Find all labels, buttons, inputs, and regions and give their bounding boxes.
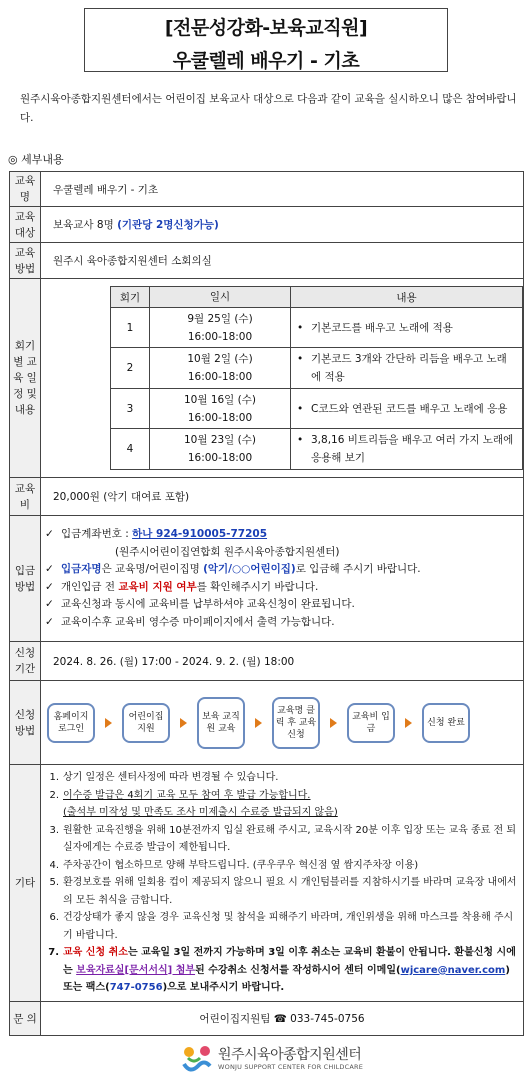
- row-etc: [10, 765, 524, 1002]
- row-fee: [10, 478, 524, 516]
- payer-name-tail: 로 입금해 주시기 바랍니다.: [295, 563, 421, 575]
- title-line-2: 우쿨렐레 배우기 - 기초: [172, 50, 360, 72]
- arrow-right-icon: [180, 718, 187, 728]
- check-icon: ✓: [45, 615, 54, 628]
- target-note: (기관당 2명신청가능): [117, 219, 219, 231]
- title-box: [84, 8, 448, 72]
- value-schedule: [41, 279, 524, 478]
- value-etc: 1. 상기 일정은 센터사정에 따라 변경될 수 있습니다. 2. 이수증 발급은 4회기 교육 모두 참여 후 발급 가능합니다. (출석부 미작성 및 만족도 조사 미제출시 수료증 발급되지 않음) 3. 원활한 교육진행을 위해 10분전까지 입실 완료해 주시고, 교육시작 20분 이후 입장 또는 교육 종료 전 퇴실자에게는 수료증 발급이 제한됩니다. 4. 주차공간이 협소하므로 양해 부탁드립니다. (쿠우쿠우 혁신점 옆 쌈지주차장 이용) 5. 환경보호를 위해 일회용 컵이 제공되지 않으니 필요 시 개인텀블러를 지참하시기를 바라며 교육장 내에서의 모든 취식을 금합니다. 6. 건강상태가 좋지 않을 경우 교육신청 및 참석을 피해주기 바라며, 개인위생을 위해 마스크를 착용해 주시기 바랍니다. 7. 교육 신청 취소는 교육일 3일 전까지 가능하며 3일 이후 취소는 교육비 환불이 안됩니다. 환불신청 시에는 보육자료실[문서서식] 첨부된 수강취소 신청서를 작성하시어 센터 이메일(wjcare@naver.com) 또는 팩스(747-0756)으로 보내주시기 바랍니다.: [41, 765, 524, 1002]
- arrow-right-icon: [105, 718, 112, 728]
- row-contact: [10, 1002, 524, 1036]
- etc-item-5: 환경보호를 위해 일회용 컵이 제공되지 않으니 필요 시 개인텀블러를 지참하시기를 바라며 교육장 내에서의 모든 취식을 금합니다.: [63, 877, 517, 906]
- etc-item-1: 상기 일정은 센터사정에 따라 변경될 수 있습니다.: [63, 772, 279, 784]
- email-link[interactable]: wjcare@naver.com: [400, 964, 506, 976]
- session-time: 16:00-18:00: [187, 371, 253, 383]
- account-holder: (원주시어린이집연합회 원주시육아종합지원센터): [115, 545, 340, 558]
- support-check-head: 개인입금 전: [61, 580, 119, 593]
- value-course-name: 우쿨렐레 배우기 - 기초: [41, 172, 524, 207]
- label-target: 교육대상: [10, 207, 41, 243]
- session-date: 10월 16일 (수): [183, 393, 257, 406]
- account-prefix: 입금계좌번호 :: [61, 528, 133, 540]
- value-contact: 어린이집지원팀 ☎ 033-745-0756: [41, 1002, 524, 1036]
- payer-name-format: (악기/○○어린이집): [203, 563, 296, 575]
- etc-item-2: 이수증 발급은 4회기 교육 모두 참여 후 발급 가능합니다.: [63, 789, 311, 801]
- etc-item-2-note: (출석부 미작성 및 만족도 조사 미제출시 수료증 발급되지 않음): [63, 807, 338, 819]
- footer-logo: [180, 1042, 363, 1076]
- bullet-icon: •: [297, 402, 304, 415]
- check-icon: ✓: [45, 528, 54, 540]
- session-content-text: C코드와 연관된 코드를 배우고 노래에 응용: [311, 402, 508, 415]
- schedule-row: [111, 389, 523, 429]
- arrow-right-icon: [255, 718, 262, 728]
- session-time: 16:00-18:00: [187, 330, 253, 343]
- session-date: 10월 23일 (수): [183, 434, 257, 446]
- header-content: 내용: [291, 287, 523, 308]
- footer-center-sub: WONJU SUPPORT CENTER FOR CHILDCARE: [218, 1063, 364, 1071]
- title-line-1: [전문성강화-보육교직원]: [164, 17, 368, 39]
- label-fee: 교육비: [10, 478, 41, 516]
- session-content: [291, 348, 523, 389]
- session-no: 2: [111, 348, 150, 389]
- session-content-text: 기본코드를 배우고 노래에 적용: [311, 321, 453, 334]
- support-check-tail: 를 확인해주시기 바랍니다.: [196, 580, 319, 593]
- label-payment: 입금방법: [10, 516, 41, 642]
- etc-item-6: 건강상태가 좋지 않을 경우 교육신청 및 참석을 피해주기 바라며, 개인위생을 위해 마스크를 착용해 주시기 바랍니다.: [63, 912, 514, 941]
- session-content: [291, 308, 523, 348]
- footer-center-name: 원주시육아종합지원센터: [218, 1047, 362, 1063]
- value-method: 원주시 육아종합지원센터 소회의실: [41, 243, 524, 279]
- bullet-icon: •: [297, 353, 304, 365]
- payment-note-receipt: 교육이수후 교육비 영수증 마이페이지에서 출력 가능합니다.: [61, 615, 335, 628]
- bullet-icon: •: [297, 434, 304, 446]
- label-contact: 문 의: [10, 1002, 41, 1036]
- check-icon: ✓: [45, 563, 54, 575]
- header-session: 회기: [111, 287, 150, 308]
- session-date: 9월 25일 (수): [187, 312, 253, 325]
- header-date: 일시: [150, 287, 291, 308]
- payment-note-complete: 교육신청과 동시에 교육비를 납부하셔야 교육신청이 완료됩니다.: [61, 598, 355, 610]
- payer-name-text: 은 교육명/어린이집명: [101, 563, 204, 575]
- value-payment: [41, 516, 524, 642]
- row-target: [10, 207, 524, 243]
- schedule-header: [111, 287, 523, 308]
- section-heading: ◎ 세부내용: [8, 153, 64, 166]
- step-complete: 신청 완료: [422, 703, 470, 743]
- cancel-text-4: )으로 보내주시기 바랍니다.: [162, 982, 285, 994]
- value-target: [41, 207, 524, 243]
- support-check-highlight: 교육비 지원 여부: [118, 580, 197, 593]
- row-period: [10, 642, 524, 681]
- step-pay: 교육비 입금: [347, 703, 395, 743]
- label-course-name: 교육명: [10, 172, 41, 207]
- session-time: 16:00-18:00: [187, 411, 253, 424]
- apply-flow: [47, 697, 517, 749]
- schedule-row: [111, 429, 523, 470]
- value-fee: 20,000원 (악기 대여료 포함): [41, 478, 524, 516]
- row-schedule: [10, 279, 524, 478]
- fax-number: 747-0756: [109, 982, 163, 994]
- session-datetime: [150, 389, 291, 429]
- attachment-link[interactable]: 보육자료실[문서서식] 첨부: [76, 964, 196, 976]
- arrow-right-icon: [330, 718, 337, 728]
- step-apply-course: 교육명 클릭 후 교육신청: [272, 697, 320, 749]
- center-logo-icon: [180, 1042, 214, 1076]
- value-period: 2024. 8. 26. (월) 17:00 - 2024. 9. 2. (월) 18:00: [41, 642, 524, 681]
- arrow-right-icon: [405, 718, 412, 728]
- step-daycare-support: 어린이집 지원: [122, 703, 170, 743]
- session-no: 3: [111, 389, 150, 429]
- session-content: [291, 429, 523, 470]
- cancel-text-2: 된 수강취소 신청서를 작성하시어 센터 이메일(: [195, 964, 401, 976]
- schedule-row: [111, 308, 523, 348]
- bullet-icon: •: [297, 321, 304, 334]
- label-apply: 신청방법: [10, 681, 41, 765]
- etc-item-7: [63, 944, 517, 997]
- session-date: 10월 2일 (수): [187, 353, 253, 365]
- check-icon: ✓: [45, 598, 54, 610]
- session-datetime: [150, 429, 291, 470]
- row-apply: [10, 681, 524, 765]
- intro-text: 원주시육아종합지원센터에서는 어린이집 보육교사 대상으로 다음과 같이 교육을 실시하오니 많은 참여바랍니다.: [20, 93, 517, 124]
- row-course-name: [10, 172, 524, 207]
- details-table: [9, 171, 524, 1036]
- session-datetime: [150, 308, 291, 348]
- session-no: 1: [111, 308, 150, 348]
- label-etc: 기타: [10, 765, 41, 1002]
- label-period: 신청기간: [10, 642, 41, 681]
- session-content-text: 3,8,16 비트리듬을 배우고 여러 가지 노래에 응용해 보기: [311, 434, 514, 464]
- session-datetime: [150, 348, 291, 389]
- row-payment: [10, 516, 524, 642]
- target-count: 보육교사 8명: [53, 219, 114, 231]
- schedule-table: [110, 286, 523, 470]
- cancel-label: 교육 신청 취소: [63, 947, 128, 959]
- schedule-row: [111, 348, 523, 389]
- session-no: 4: [111, 429, 150, 470]
- label-schedule: 회기별 교육 일정 및 내용: [10, 279, 41, 478]
- account-number[interactable]: 하나 924-910005-77205: [132, 528, 268, 540]
- cancel-text: 는 교육일 3일 전까지 가능하며 3일 이후 취소는 교육비 환불이 안됩니다. 환불신청 시에는: [63, 947, 516, 976]
- step-staff-education: 보육 교직원 교육: [197, 697, 245, 749]
- etc-item-4: 주차공간이 협소하므로 양해 부탁드립니다. (쿠우쿠우 혁신점 옆 쌈지주차장 이용): [63, 859, 419, 871]
- session-content-text: 기본코드 3개와 간단하 리듬을 배우고 노래에 적용: [311, 353, 507, 383]
- etc-item-3: 원활한 교육진행을 위해 10분전까지 입실 완료해 주시고, 교육시작 20분 이후 입장 또는 교육 종료 전 퇴실자에게는 수료증 발급이 제한됩니다.: [63, 824, 517, 854]
- session-time: 16:00-18:00: [187, 452, 253, 464]
- step-login: 홈페이지 로그인: [47, 703, 95, 743]
- session-content: [291, 389, 523, 429]
- payer-name-label: 입금자명: [61, 563, 102, 575]
- label-method: 교육방법: [10, 243, 41, 279]
- cancel-text-3: ) 또는 팩스(: [63, 964, 510, 994]
- value-apply: [41, 681, 524, 765]
- row-method: [10, 243, 524, 279]
- check-icon: ✓: [45, 580, 54, 593]
